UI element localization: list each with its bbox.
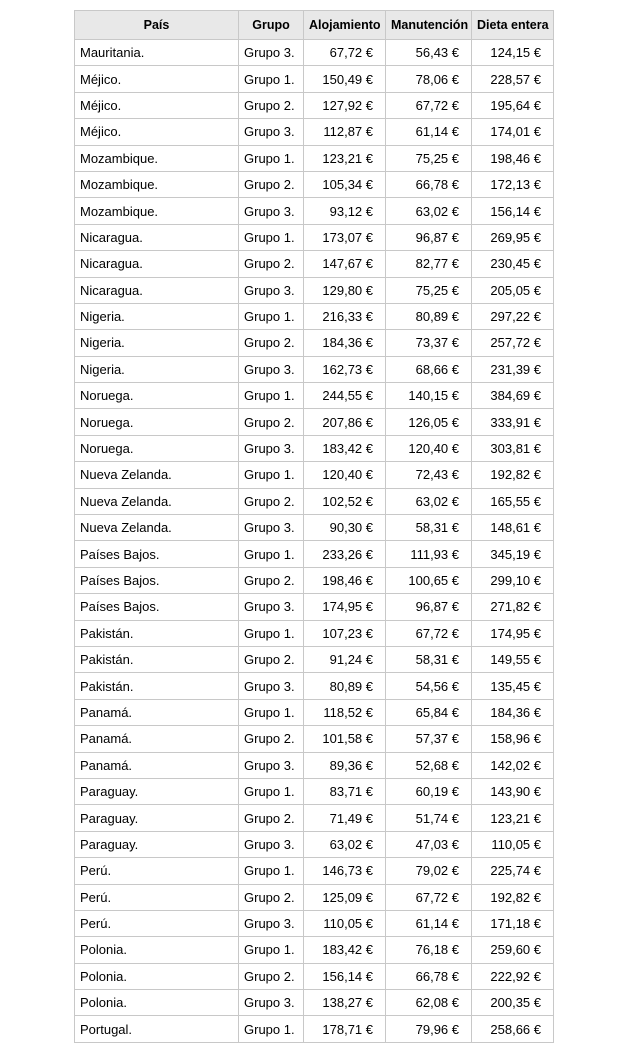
cell-alojamiento: 91,24 € — [304, 646, 386, 672]
cell-pais: Mauritania. — [75, 40, 239, 66]
cell-alojamiento: 110,05 € — [304, 910, 386, 936]
cell-dieta-entera: 123,21 € — [472, 805, 554, 831]
cell-dieta-entera: 124,15 € — [472, 40, 554, 66]
cell-manutencion: 54,56 € — [386, 673, 472, 699]
cell-dieta-entera: 228,57 € — [472, 66, 554, 92]
cell-grupo: Grupo 2. — [239, 805, 304, 831]
cell-alojamiento: 107,23 € — [304, 620, 386, 646]
cell-dieta-entera: 269,95 € — [472, 224, 554, 250]
cell-dieta-entera: 149,55 € — [472, 646, 554, 672]
cell-alojamiento: 216,33 € — [304, 303, 386, 329]
cell-alojamiento: 123,21 € — [304, 145, 386, 171]
cell-manutencion: 111,93 € — [386, 541, 472, 567]
cell-alojamiento: 233,26 € — [304, 541, 386, 567]
cell-dieta-entera: 345,19 € — [472, 541, 554, 567]
table-row — [75, 1016, 554, 1042]
cell-pais: Perú. — [75, 884, 239, 910]
cell-dieta-entera: 303,81 € — [472, 435, 554, 461]
cell-alojamiento: 183,42 € — [304, 937, 386, 963]
cell-alojamiento: 162,73 € — [304, 356, 386, 382]
cell-dieta-entera: 184,36 € — [472, 699, 554, 725]
cell-manutencion: 63,02 € — [386, 488, 472, 514]
cell-dieta-entera: 333,91 € — [472, 409, 554, 435]
cell-dieta-entera: 230,45 € — [472, 251, 554, 277]
cell-grupo: Grupo 3. — [239, 435, 304, 461]
cell-manutencion: 75,25 € — [386, 145, 472, 171]
cell-grupo: Grupo 1. — [239, 145, 304, 171]
table-row — [75, 251, 554, 277]
table-row — [75, 937, 554, 963]
cell-grupo: Grupo 3. — [239, 277, 304, 303]
cell-grupo: Grupo 3. — [239, 910, 304, 936]
cell-pais: Perú. — [75, 858, 239, 884]
table-row — [75, 646, 554, 672]
header-dieta-entera: Dieta entera — [472, 11, 554, 40]
cell-manutencion: 65,84 € — [386, 699, 472, 725]
cell-dieta-entera: 297,22 € — [472, 303, 554, 329]
cell-alojamiento: 101,58 € — [304, 726, 386, 752]
table-row — [75, 515, 554, 541]
cell-manutencion: 58,31 € — [386, 646, 472, 672]
table-row — [75, 66, 554, 92]
cell-alojamiento: 63,02 € — [304, 831, 386, 857]
cell-pais: Méjico. — [75, 119, 239, 145]
cell-manutencion: 96,87 € — [386, 224, 472, 250]
cell-alojamiento: 129,80 € — [304, 277, 386, 303]
cell-alojamiento: 183,42 € — [304, 435, 386, 461]
cell-alojamiento: 89,36 € — [304, 752, 386, 778]
table-row — [75, 594, 554, 620]
cell-alojamiento: 125,09 € — [304, 884, 386, 910]
cell-manutencion: 120,40 € — [386, 435, 472, 461]
cell-manutencion: 76,18 € — [386, 937, 472, 963]
cell-dieta-entera: 271,82 € — [472, 594, 554, 620]
cell-dieta-entera: 192,82 € — [472, 462, 554, 488]
cell-pais: Noruega. — [75, 409, 239, 435]
cell-manutencion: 67,72 € — [386, 884, 472, 910]
cell-manutencion: 82,77 € — [386, 251, 472, 277]
cell-alojamiento: 207,86 € — [304, 409, 386, 435]
cell-pais: Nicaragua. — [75, 224, 239, 250]
cell-dieta-entera: 205,05 € — [472, 277, 554, 303]
cell-pais: Panamá. — [75, 752, 239, 778]
table-row — [75, 198, 554, 224]
cell-grupo: Grupo 1. — [239, 858, 304, 884]
cell-dieta-entera: 156,14 € — [472, 198, 554, 224]
cell-grupo: Grupo 3. — [239, 752, 304, 778]
table-row — [75, 303, 554, 329]
cell-manutencion: 58,31 € — [386, 515, 472, 541]
cell-grupo: Grupo 3. — [239, 990, 304, 1016]
cell-dieta-entera: 110,05 € — [472, 831, 554, 857]
cell-manutencion: 57,37 € — [386, 726, 472, 752]
cell-grupo: Grupo 3. — [239, 831, 304, 857]
cell-dieta-entera: 143,90 € — [472, 778, 554, 804]
cell-grupo: Grupo 2. — [239, 567, 304, 593]
cell-dieta-entera: 192,82 € — [472, 884, 554, 910]
table-row — [75, 963, 554, 989]
cell-manutencion: 72,43 € — [386, 462, 472, 488]
cell-alojamiento: 93,12 € — [304, 198, 386, 224]
cell-alojamiento: 90,30 € — [304, 515, 386, 541]
cell-dieta-entera: 299,10 € — [472, 567, 554, 593]
header-grupo: Grupo — [239, 11, 304, 40]
cell-alojamiento: 112,87 € — [304, 119, 386, 145]
cell-alojamiento: 174,95 € — [304, 594, 386, 620]
cell-dieta-entera: 222,92 € — [472, 963, 554, 989]
cell-pais: Nigeria. — [75, 356, 239, 382]
cell-manutencion: 66,78 € — [386, 963, 472, 989]
cell-grupo: Grupo 1. — [239, 937, 304, 963]
cell-manutencion: 67,72 € — [386, 92, 472, 118]
table-row — [75, 620, 554, 646]
table-row — [75, 567, 554, 593]
cell-pais: Méjico. — [75, 66, 239, 92]
cell-alojamiento: 198,46 € — [304, 567, 386, 593]
cell-alojamiento: 120,40 € — [304, 462, 386, 488]
cell-pais: Noruega. — [75, 435, 239, 461]
table-row — [75, 858, 554, 884]
cell-alojamiento: 138,27 € — [304, 990, 386, 1016]
table-row — [75, 778, 554, 804]
cell-dieta-entera: 148,61 € — [472, 515, 554, 541]
cell-manutencion: 67,72 € — [386, 620, 472, 646]
table-row — [75, 171, 554, 197]
cell-grupo: Grupo 1. — [239, 383, 304, 409]
cell-pais: Polonia. — [75, 990, 239, 1016]
cell-grupo: Grupo 3. — [239, 356, 304, 382]
cell-grupo: Grupo 2. — [239, 488, 304, 514]
cell-dieta-entera: 174,01 € — [472, 119, 554, 145]
cell-dieta-entera: 200,35 € — [472, 990, 554, 1016]
cell-manutencion: 78,06 € — [386, 66, 472, 92]
cell-manutencion: 79,02 € — [386, 858, 472, 884]
table-row — [75, 92, 554, 118]
cell-alojamiento: 127,92 € — [304, 92, 386, 118]
cell-alojamiento: 173,07 € — [304, 224, 386, 250]
cell-dieta-entera: 231,39 € — [472, 356, 554, 382]
cell-manutencion: 63,02 € — [386, 198, 472, 224]
cell-grupo: Grupo 3. — [239, 40, 304, 66]
table-container — [74, 10, 554, 1043]
cell-pais: Polonia. — [75, 963, 239, 989]
table-row — [75, 910, 554, 936]
cell-alojamiento: 67,72 € — [304, 40, 386, 66]
cell-alojamiento: 102,52 € — [304, 488, 386, 514]
cell-manutencion: 56,43 € — [386, 40, 472, 66]
cell-grupo: Grupo 2. — [239, 646, 304, 672]
cell-grupo: Grupo 1. — [239, 699, 304, 725]
table-row — [75, 409, 554, 435]
table-row — [75, 831, 554, 857]
cell-dieta-entera: 174,95 € — [472, 620, 554, 646]
cell-pais: Nigeria. — [75, 330, 239, 356]
cell-manutencion: 61,14 € — [386, 910, 472, 936]
cell-grupo: Grupo 2. — [239, 251, 304, 277]
cell-pais: Pakistán. — [75, 673, 239, 699]
cell-dieta-entera: 259,60 € — [472, 937, 554, 963]
cell-grupo: Grupo 2. — [239, 963, 304, 989]
table-row — [75, 330, 554, 356]
cell-grupo: Grupo 3. — [239, 673, 304, 699]
cell-alojamiento: 150,49 € — [304, 66, 386, 92]
header-manutencion: Manutención — [386, 11, 472, 40]
cell-alojamiento: 147,67 € — [304, 251, 386, 277]
cell-pais: Nigeria. — [75, 303, 239, 329]
cell-alojamiento: 146,73 € — [304, 858, 386, 884]
cell-dieta-entera: 172,13 € — [472, 171, 554, 197]
header-pais: País — [75, 11, 239, 40]
header-alojamiento: Alojamiento — [304, 11, 386, 40]
table-row — [75, 752, 554, 778]
cell-pais: Mozambique. — [75, 171, 239, 197]
cell-grupo: Grupo 2. — [239, 171, 304, 197]
cell-manutencion: 66,78 € — [386, 171, 472, 197]
cell-dieta-entera: 158,96 € — [472, 726, 554, 752]
cell-grupo: Grupo 1. — [239, 541, 304, 567]
cell-manutencion: 52,68 € — [386, 752, 472, 778]
cell-alojamiento: 118,52 € — [304, 699, 386, 725]
cell-dieta-entera: 257,72 € — [472, 330, 554, 356]
table-row — [75, 119, 554, 145]
cell-pais: Países Bajos. — [75, 541, 239, 567]
table-row — [75, 145, 554, 171]
table-row — [75, 488, 554, 514]
table-row — [75, 541, 554, 567]
cell-manutencion: 100,65 € — [386, 567, 472, 593]
cell-pais: Pakistán. — [75, 620, 239, 646]
table-row — [75, 435, 554, 461]
cell-pais: Paraguay. — [75, 778, 239, 804]
cell-alojamiento: 184,36 € — [304, 330, 386, 356]
table-body — [75, 40, 554, 1043]
cell-alojamiento: 83,71 € — [304, 778, 386, 804]
cell-pais: Países Bajos. — [75, 594, 239, 620]
cell-manutencion: 60,19 € — [386, 778, 472, 804]
cell-alojamiento: 178,71 € — [304, 1016, 386, 1042]
cell-manutencion: 62,08 € — [386, 990, 472, 1016]
cell-dieta-entera: 258,66 € — [472, 1016, 554, 1042]
table-row — [75, 726, 554, 752]
cell-manutencion: 51,74 € — [386, 805, 472, 831]
cell-dieta-entera: 384,69 € — [472, 383, 554, 409]
cell-dieta-entera: 171,18 € — [472, 910, 554, 936]
cell-manutencion: 68,66 € — [386, 356, 472, 382]
cell-manutencion: 126,05 € — [386, 409, 472, 435]
cell-pais: Panamá. — [75, 726, 239, 752]
cell-grupo: Grupo 2. — [239, 884, 304, 910]
cell-grupo: Grupo 3. — [239, 515, 304, 541]
cell-pais: Nicaragua. — [75, 277, 239, 303]
cell-dieta-entera: 135,45 € — [472, 673, 554, 699]
cell-pais: Panamá. — [75, 699, 239, 725]
cell-pais: Paraguay. — [75, 831, 239, 857]
cell-pais: Méjico. — [75, 92, 239, 118]
cell-dieta-entera: 165,55 € — [472, 488, 554, 514]
cell-grupo: Grupo 3. — [239, 119, 304, 145]
table-row — [75, 277, 554, 303]
cell-pais: Pakistán. — [75, 646, 239, 672]
cell-dieta-entera: 225,74 € — [472, 858, 554, 884]
table-row — [75, 462, 554, 488]
cell-grupo: Grupo 1. — [239, 303, 304, 329]
cell-pais: Paraguay. — [75, 805, 239, 831]
cell-pais: Mozambique. — [75, 145, 239, 171]
cell-manutencion: 80,89 € — [386, 303, 472, 329]
cell-manutencion: 47,03 € — [386, 831, 472, 857]
cell-alojamiento: 71,49 € — [304, 805, 386, 831]
cell-pais: Nueva Zelanda. — [75, 488, 239, 514]
cell-dieta-entera: 195,64 € — [472, 92, 554, 118]
cell-dieta-entera: 142,02 € — [472, 752, 554, 778]
cell-alojamiento: 156,14 € — [304, 963, 386, 989]
cell-pais: Portugal. — [75, 1016, 239, 1042]
cell-grupo: Grupo 2. — [239, 726, 304, 752]
cell-grupo: Grupo 2. — [239, 92, 304, 118]
table-row — [75, 356, 554, 382]
cell-manutencion: 140,15 € — [386, 383, 472, 409]
cell-pais: Polonia. — [75, 937, 239, 963]
cell-dieta-entera: 198,46 € — [472, 145, 554, 171]
table-row — [75, 805, 554, 831]
cell-grupo: Grupo 3. — [239, 198, 304, 224]
table-row — [75, 884, 554, 910]
cell-grupo: Grupo 1. — [239, 224, 304, 250]
table-row — [75, 224, 554, 250]
dietas-table — [74, 10, 554, 1043]
table-row — [75, 673, 554, 699]
cell-pais: Mozambique. — [75, 198, 239, 224]
cell-pais: Perú. — [75, 910, 239, 936]
cell-manutencion: 61,14 € — [386, 119, 472, 145]
cell-grupo: Grupo 1. — [239, 1016, 304, 1042]
cell-grupo: Grupo 1. — [239, 778, 304, 804]
cell-alojamiento: 244,55 € — [304, 383, 386, 409]
cell-grupo: Grupo 2. — [239, 409, 304, 435]
cell-manutencion: 73,37 € — [386, 330, 472, 356]
cell-manutencion: 96,87 € — [386, 594, 472, 620]
cell-grupo: Grupo 2. — [239, 330, 304, 356]
cell-grupo: Grupo 3. — [239, 594, 304, 620]
cell-pais: Nueva Zelanda. — [75, 515, 239, 541]
cell-grupo: Grupo 1. — [239, 620, 304, 646]
cell-pais: Noruega. — [75, 383, 239, 409]
table-row — [75, 990, 554, 1016]
cell-pais: Países Bajos. — [75, 567, 239, 593]
table-row — [75, 383, 554, 409]
table-row — [75, 699, 554, 725]
header-row — [75, 11, 554, 40]
cell-manutencion: 75,25 € — [386, 277, 472, 303]
cell-alojamiento: 105,34 € — [304, 171, 386, 197]
cell-grupo: Grupo 1. — [239, 462, 304, 488]
cell-pais: Nueva Zelanda. — [75, 462, 239, 488]
cell-alojamiento: 80,89 € — [304, 673, 386, 699]
table-row — [75, 40, 554, 66]
cell-manutencion: 79,96 € — [386, 1016, 472, 1042]
cell-grupo: Grupo 1. — [239, 66, 304, 92]
cell-pais: Nicaragua. — [75, 251, 239, 277]
